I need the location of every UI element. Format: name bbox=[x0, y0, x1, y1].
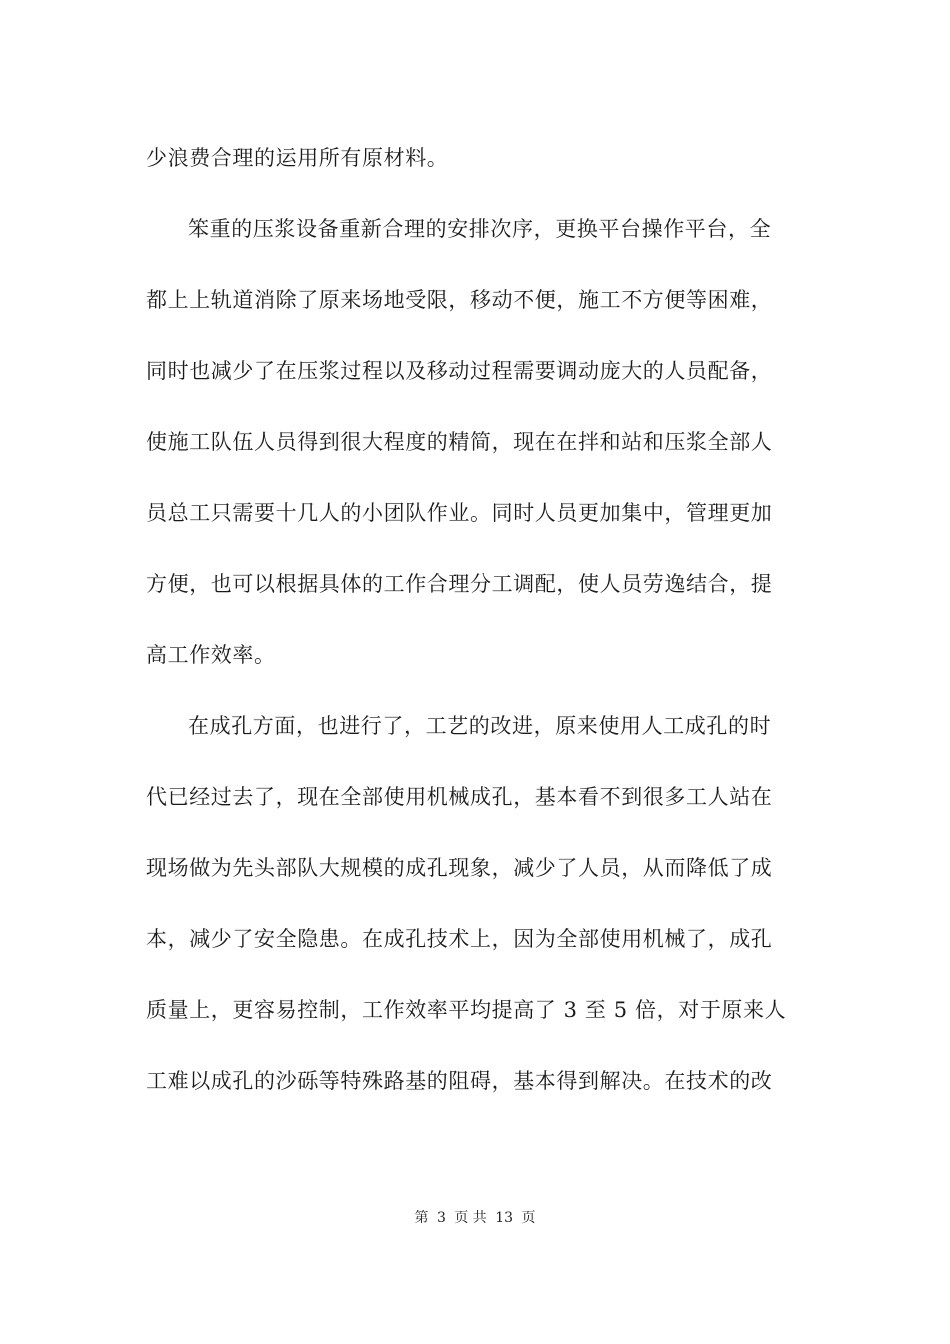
footer-suffix: 页 bbox=[521, 1210, 536, 1226]
paragraph-line: 笨重的压浆设备重新合理的安排次序，更换平台操作平台，全 bbox=[188, 217, 772, 241]
paragraph-line: 使施工队伍人员得到很大程度的精简，现在在拌和站和压浆全部人 bbox=[146, 430, 773, 454]
paragraph-line: 本，减少了安全隐患。在成孔技术上，因为全部使用机械了，成孔 bbox=[146, 927, 773, 951]
paragraph-line: 在成孔方面，也进行了，工艺的改进，原来使用人工成孔的时 bbox=[188, 714, 772, 738]
paragraph-line: 工难以成孔的沙砾等特殊路基的阻碍，基本得到解决。在技术的改 bbox=[146, 1069, 773, 1093]
paragraph-line: 现场做为先头部队大规模的成孔现象，减少了人员，从而降低了成 bbox=[146, 856, 773, 880]
paragraph-line: 方便，也可以根据具体的工作合理分工调配，使人员劳逸结合，提 bbox=[146, 572, 773, 596]
paragraph-line: 都上上轨道消除了原来场地受限，移动不便，施工不方便等困难， bbox=[146, 288, 773, 312]
paragraph-line: 高工作效率。 bbox=[146, 643, 276, 667]
current-page-number: 3 bbox=[436, 1210, 446, 1226]
paragraph-line: 质量上，更容易控制，工作效率平均提高了 3 至 5 倍，对于原来人 bbox=[146, 998, 787, 1022]
footer-prefix: 第 bbox=[414, 1210, 429, 1226]
page-footer bbox=[0, 1208, 950, 1228]
paragraph-line: 代已经过去了，现在全部使用机械成孔，基本看不到很多工人站在 bbox=[146, 785, 773, 809]
paragraph-line: 同时也减少了在压浆过程以及移动过程需要调动庞大的人员配备， bbox=[146, 359, 773, 383]
paragraph-line: 员总工只需要十几人的小团队作业。同时人员更加集中，管理更加 bbox=[146, 501, 773, 525]
footer-middle: 页 共 bbox=[454, 1210, 487, 1226]
total-page-count: 13 bbox=[495, 1210, 514, 1226]
paragraph-line: 少浪费合理的运用所有原材料。 bbox=[146, 146, 449, 170]
